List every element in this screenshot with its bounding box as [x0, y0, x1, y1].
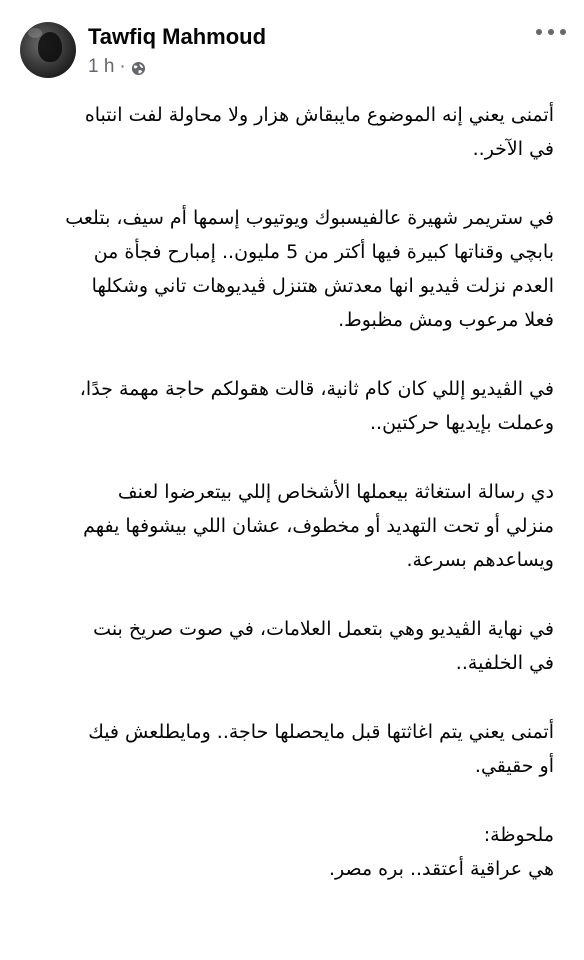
more-dot [560, 29, 566, 35]
post-paragraph [26, 201, 554, 337]
post-text-line: ويساعدهم بسرعة. [406, 549, 554, 571]
post-text-line: هي عراقية أعتقد.. بره مصر. [328, 858, 554, 880]
post-text-line: منزلي أو تحت التهديد أو مخطوف، عشان اللي بيشوفها يفهم [83, 515, 554, 537]
post-paragraph [26, 372, 554, 440]
post-paragraph [26, 612, 554, 680]
globe-icon[interactable] [131, 60, 146, 75]
post-text-line: دي رسالة استغاثة بيعملها الأشخاص إللي بيتعرضوا لعنف [117, 481, 554, 503]
post-paragraph [26, 715, 554, 783]
post-paragraph [26, 475, 554, 577]
avatar-silhouette [38, 32, 62, 62]
post-text-line: أو حقيقي. [474, 755, 554, 777]
post-text-line: أتمنى يعني يتم اغاثتها قبل مايحصلها حاجة.. ومايطلعش فيك [88, 721, 554, 743]
author-name[interactable]: Tawfiq Mahmoud [88, 24, 267, 49]
meta-separator: · [119, 56, 126, 77]
post-time[interactable]: 1 h [88, 56, 115, 77]
post-body [26, 98, 554, 921]
post-text-line: فعلا مرعوب ومش مظبوط. [338, 309, 554, 331]
more-options-icon[interactable] [536, 22, 566, 42]
post-text-line: في نهاية الڤيديو وهي بتعمل العلامات، في صوت صريخ بنت [93, 618, 554, 640]
more-dot [536, 29, 542, 35]
post-text-line: في ستريمر شهيرة عالفيسبوك ويوتيوب إسمها أم سيف، بتلعب [65, 207, 554, 229]
post-text-line: ملحوظة: [483, 824, 554, 846]
post-paragraph [26, 98, 554, 166]
more-dot [548, 29, 554, 35]
post-text-line: بابچي وقناتها كبيرة فيها أكتر من 5 مليون.. إمبارح فجأة من [93, 241, 554, 263]
author-avatar[interactable] [20, 22, 76, 78]
post-text-line: وعملت بإيديها حركتين.. [370, 412, 554, 434]
post-text-line: في الآخر.. [472, 138, 554, 160]
post-text-line: في الڤيديو إللي كان كام ثانية، قالت هقولكم حاجة مهمة جدًا، [79, 378, 554, 400]
post-text-line: أتمنى يعني إنه الموضوع مايبقاش هزار ولا محاولة لفت انتباه [84, 104, 554, 126]
post-text-line: العدم نزلت ڤيديو انها معدتش هتنزل ڤيديوهات تاني وشكلها [91, 275, 554, 297]
post-paragraph [26, 818, 554, 886]
post-meta [88, 56, 146, 78]
post-header [20, 18, 568, 88]
post-text-line: في الخلفية.. [455, 652, 554, 674]
